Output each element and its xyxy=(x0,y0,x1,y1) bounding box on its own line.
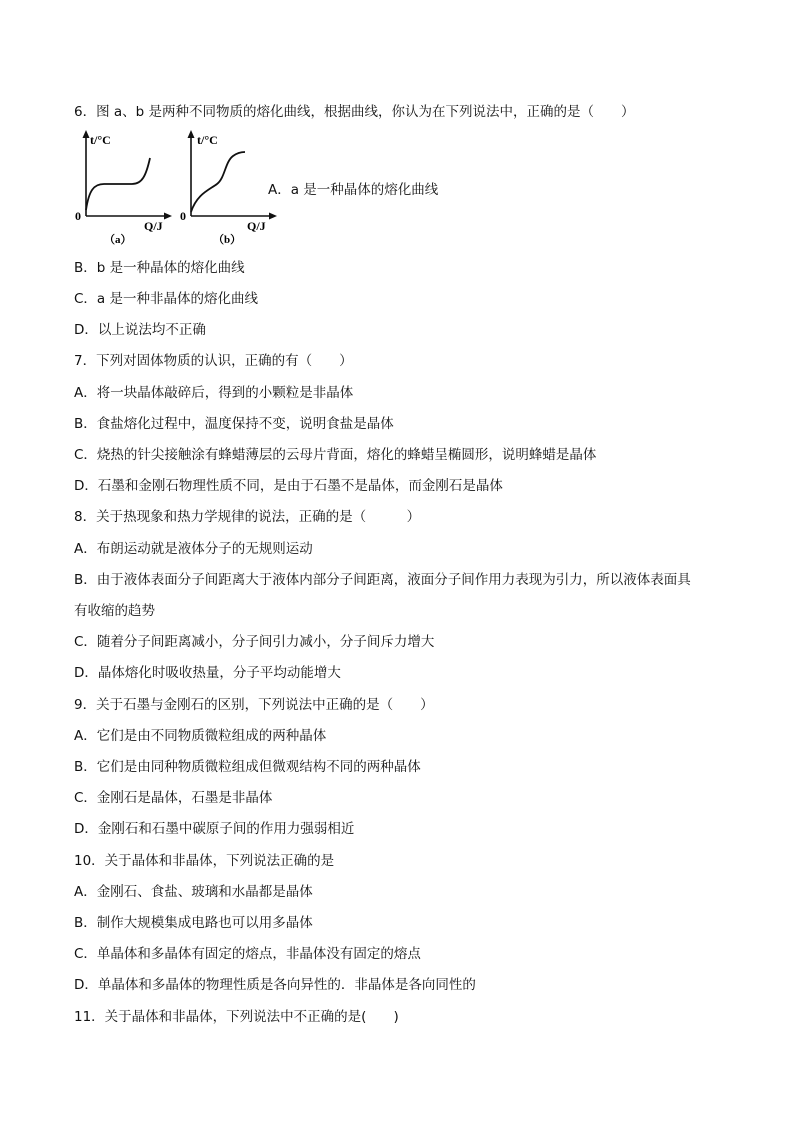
q9-option-c: C．金刚石是晶体，石墨是非晶体 xyxy=(74,790,273,806)
q10-stem: 10．关于晶体和非晶体，下列说法正确的是 xyxy=(74,853,335,869)
graph-b-x-arrow xyxy=(269,213,277,220)
q7-option-a: A．将一块晶体敲碎后，得到的小颗粒是非晶体 xyxy=(74,385,354,401)
graph-a-x-arrow xyxy=(164,213,172,220)
graph-a-curve xyxy=(86,158,150,210)
q7-option-c: C．烧热的针尖接触涂有蜂蜡薄层的云母片背面，熔化的蜂蜡呈椭圆形，说明蜂蜡是晶体 xyxy=(74,447,597,463)
q8-option-b-line2: 有收缩的趋势 xyxy=(74,603,155,619)
q9-stem: 9．关于石墨与金刚石的区别，下列说法中正确的是（ ） xyxy=(74,697,434,713)
q9-option-d: D．金刚石和石墨中碳原子间的作用力强弱相近 xyxy=(74,821,355,837)
q7-stem: 7．下列对固体物质的认识，正确的有（ ） xyxy=(74,353,353,369)
q9-option-a: A．它们是由不同物质微粒组成的两种晶体 xyxy=(74,728,327,744)
graph-b-ylabel: t/°C xyxy=(197,133,218,147)
q6-stem: 6．图 a、b 是两种不同物质的熔化曲线，根据曲线，你认为在下列说法中，正确的是（ ） xyxy=(74,104,635,120)
q6-option-d: D．以上说法均不正确 xyxy=(74,322,206,338)
q10-option-d: D．单晶体和多晶体的物理性质是各向异性的．非晶体是各向同性的 xyxy=(74,977,476,993)
q10-option-a: A．金刚石、食盐、玻璃和水晶都是晶体 xyxy=(74,884,313,900)
q6-option-b: B．b 是一种晶体的熔化曲线 xyxy=(74,260,245,276)
q7-option-d: D．石墨和金刚石物理性质不同，是由于石墨不是晶体，而金刚石是晶体 xyxy=(74,478,503,494)
graph-a-caption: （a） xyxy=(104,234,132,246)
graph-a-origin: 0 xyxy=(75,209,81,223)
q8-option-a: A．布朗运动就是液体分子的无规则运动 xyxy=(74,541,313,557)
graph-a xyxy=(72,128,174,248)
q9-option-b: B．它们是由同种物质微粒组成但微观结构不同的两种晶体 xyxy=(74,759,421,775)
q8-option-d: D．晶体熔化时吸收热量，分子平均动能增大 xyxy=(74,665,341,681)
graph-a-xlabel: Q/J xyxy=(144,219,163,233)
q6-option-a: A．a 是一种晶体的熔化曲线 xyxy=(268,182,439,198)
q6-option-c: C．a 是一种非晶体的熔化曲线 xyxy=(74,291,258,307)
graph-b-curve xyxy=(191,152,245,212)
graph-b-caption: （b） xyxy=(213,234,242,246)
graph-a-y-arrow xyxy=(83,130,90,138)
q11-stem: 11．关于晶体和非晶体，下列说法中不正确的是( ) xyxy=(74,1009,399,1025)
graph-a-ylabel: t/°C xyxy=(90,133,111,147)
q8-option-c: C．随着分子间距离减小，分子间引力减小，分子间斥力增大 xyxy=(74,634,435,650)
graph-b-y-arrow xyxy=(188,130,195,138)
graph-b xyxy=(179,128,281,248)
graph-b-xlabel: Q/J xyxy=(247,219,266,233)
q10-option-b: B．制作大规模集成电路也可以用多晶体 xyxy=(74,915,313,931)
q10-option-c: C．单晶体和多晶体有固定的熔点，非晶体没有固定的熔点 xyxy=(74,946,421,962)
graph-b-origin: 0 xyxy=(180,209,186,223)
q8-stem: 8．关于热现象和热力学规律的说法，正确的是（ ） xyxy=(74,509,421,525)
q7-option-b: B．食盐熔化过程中，温度保持不变，说明食盐是晶体 xyxy=(74,416,394,432)
q8-option-b-line1: B．由于液体表面分子间距离大于液体内部分子间距离，液面分子间作用力表现为引力，所以液体表面具 xyxy=(74,572,691,588)
